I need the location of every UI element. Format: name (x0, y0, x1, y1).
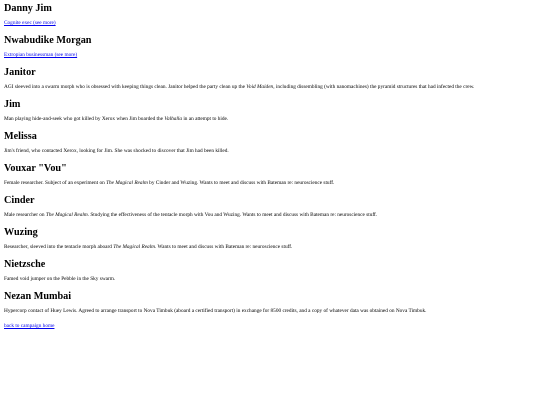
character-name: Vouxar "Vou" (4, 163, 67, 174)
description-text: AGI sleeved into a swarm morph who is obsessed with keeping things clean. Janitor helped the party clean up the (4, 84, 247, 90)
character-entry (4, 195, 536, 220)
character-entry (4, 291, 536, 316)
ship-name: The Magical Realm (106, 180, 148, 186)
character-description (4, 52, 536, 60)
character-entry (4, 67, 536, 92)
back-to-campaign-home-link[interactable]: back to campaign home (4, 323, 55, 329)
character-description (4, 84, 536, 92)
character-name: Janitor (4, 67, 36, 78)
description-text: . Wants to meet and discuss with Bateman re: neuroscience stuff. (155, 244, 293, 250)
character-description (4, 244, 536, 252)
character-entry (4, 3, 536, 28)
character-description (4, 212, 536, 220)
character-name: Nwabudike Morgan (4, 35, 92, 46)
character-name: Cinder (4, 195, 35, 206)
character-name: Jim (4, 99, 21, 110)
character-description: Famed void jumper on the Pebble in the Sky swarm. (4, 276, 116, 282)
character-description: Hypercorp contact of Huey Lewis. Agreed to arrange transport to Nova Timbuk (aboard a certified transport) in exchange for 8500 credits, and a copy of whatever data was obtained on Nova Timbuk. (4, 308, 427, 314)
character-description (4, 20, 536, 28)
see-more-link[interactable]: Cognite exec (see more) (4, 20, 56, 26)
ship-name: Valhalla (164, 116, 183, 122)
description-text: . Studying the effectiveness of the tentacle morph with Vou and Wuzing. Wants to meet and discuss with Bateman re: neuroscience stuff. (87, 212, 378, 218)
character-entry (4, 227, 536, 252)
character-entry (4, 131, 536, 156)
footer (4, 323, 536, 331)
see-more-link[interactable]: Extropian businessman (see more) (4, 52, 78, 58)
description-text: in an attempt to hide. (182, 116, 229, 122)
character-name: Nietzsche (4, 259, 46, 270)
description-text: Researcher, sleeved into the tentacle morph aboard (4, 244, 114, 250)
character-entry (4, 35, 536, 60)
ship-name: Void Maiden (246, 84, 274, 90)
ship-name: The Magical Realm (45, 212, 88, 218)
character-description (4, 116, 536, 124)
description-text: Female researcher. Subject of an experiment on (4, 180, 107, 186)
character-description (4, 180, 536, 188)
character-entry (4, 259, 536, 284)
ship-name: The Magical Realm (113, 244, 155, 250)
character-description: Jim's friend, who contacted Xerox, looking for Jim. She was shocked to discover that Jim had been killed. (4, 148, 229, 154)
character-entry (4, 163, 536, 188)
description-text: , including dissembling (with nanomachines) the pyramid structures that had infected the crew. (273, 84, 475, 90)
description-text: Male researcher on (4, 212, 46, 218)
character-name: Melissa (4, 131, 37, 142)
description-text: by Cinder and Wuzing. Wants to meet and discuss with Bateman re: neuroscience stuff. (147, 180, 335, 186)
character-entry (4, 99, 536, 124)
character-name: Nezan Mumbai (4, 291, 72, 302)
character-name: Wuzing (4, 227, 38, 238)
description-text: Man playing hide-and-seek who got killed by Xerox when Jim boarded the (4, 116, 165, 122)
character-name: Danny Jim (4, 3, 52, 14)
